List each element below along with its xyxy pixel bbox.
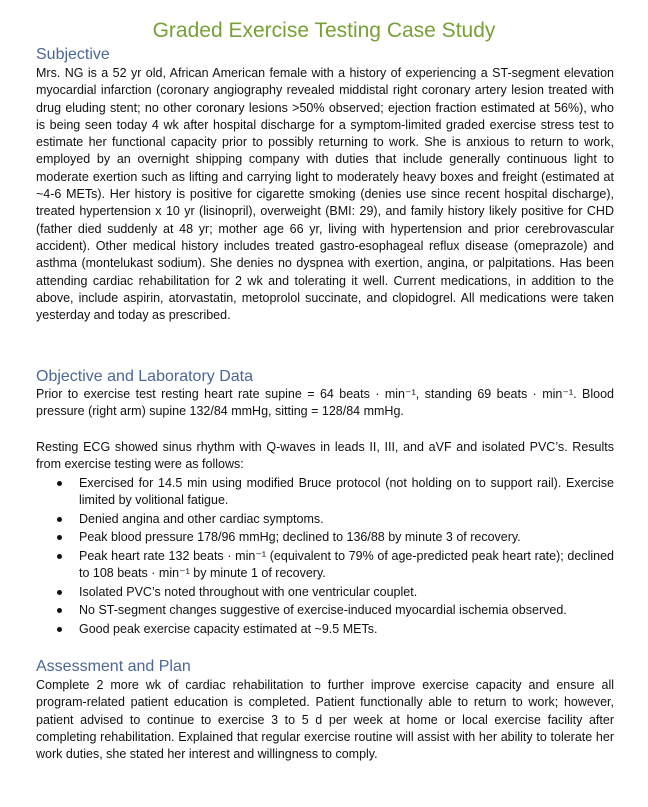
list-item	[36, 602, 614, 619]
bullet-icon	[57, 517, 62, 522]
list-item-text: Good peak exercise capacity estimated at ~9.5 METs.	[79, 621, 378, 636]
subjective-heading: Subjective	[36, 46, 110, 63]
list-item-text: Peak heart rate 132 beats · min⁻¹ (equivalent to 79% of age-predicted peak heart rate); declined to 108 beats · min⁻¹ by minute 1 of recovery.	[79, 548, 614, 581]
list-item	[36, 529, 614, 546]
objective-heading: Objective and Laboratory Data	[36, 368, 254, 385]
bullet-icon	[57, 627, 62, 632]
list-item	[36, 511, 614, 528]
list-item	[36, 621, 614, 638]
list-item	[36, 475, 614, 510]
page-title: Graded Exercise Testing Case Study	[152, 19, 496, 42]
list-item-text: Denied angina and other cardiac symptoms.	[79, 511, 324, 526]
assessment-heading: Assessment and Plan	[36, 658, 191, 675]
list-item	[36, 548, 614, 583]
list-item	[36, 584, 614, 601]
list-item-text: Exercised for 14.5 min using modified Bruce protocol (not holding on to support rail). Exercise limited by volitional fatigue.	[79, 476, 614, 508]
list-item-text: Peak blood pressure 178/96 mmHg; declined to 136/88 by minute 3 of recovery.	[79, 530, 521, 545]
list-item-text: Isolated PVC’s noted throughout with one ventricular couplet.	[79, 584, 418, 599]
vitals-paragraph: Prior to exercise test resting heart rate supine = 64 beats · min⁻¹, standing 69 beats · min⁻¹. Blood pressure (right arm) supine 132/84 mmHg, sitting = 128/84 mmHg.	[36, 387, 614, 419]
bullet-icon	[57, 554, 62, 559]
assessment-paragraph: Complete 2 more wk of cardiac rehabilitation to further improve exercise capacity and ensure all program-related patient education is completed. Patient functionally able to return to work; however, patient advised to continue to exercise 3 to 5 d per week at home or local exercise facility after completing rehabilitation. Explained that regular exercise routine will assist with her ability to tolerate her work duties, she stated her interest and willingness to comply.	[36, 678, 614, 762]
bullet-icon	[57, 535, 62, 540]
ecg-intro-paragraph: Resting ECG showed sinus rhythm with Q-waves in leads II, III, and aVF and isolated PVC’s. Results from exercise testing were as follows:	[36, 440, 614, 472]
bullet-icon	[57, 590, 62, 595]
exercise-results-list	[36, 475, 614, 639]
bullet-icon	[57, 481, 62, 486]
list-item-text: No ST-segment changes suggestive of exercise-induced myocardial ischemia observed.	[79, 603, 567, 618]
subjective-paragraph: Mrs. NG is a 52 yr old, African American female with a history of experiencing a ST-segment elevation myocardial infarction (coronary angiography revealed middistal right coronary artery lesion treated with drug eluding stent; no other coronary lesions >50% observed; ejection fraction estimated at 56%), who is being seen today 4 wk after hospital discharge for a symptom-limited graded exercise stress test to estimate her functional capacity prior to possibly returning to work. She is anxious to return to work, employed by an overnight shipping company with duties that include generally continuous light to moderate exertion such as lifting and carrying light to moderately heavy boxes and freight (estimated at ~4-6 METs). Her history is positive for cigarette smoking (denies use since recent hospital discharge), treated hypertension x 10 yr (lisinopril), overweight (BMI: 29), and family history likely positive for CHD (father died suddenly at 48 yr; mother age 66 yr, living with hypertension and prior cerebrovascular accident). Other medical history includes treated gastro-esophageal reflux disease (omeprazole) and asthma (montelukast sodium). She denies no dyspnea with exertion, angina, or palpitations. Has been attending cardiac rehabilitation for 2 wk and tolerating it well. Current medications, in addition to the above, include aspirin, atorvastatin, metoprolol succinate, and clopidogrel. All medications were taken yesterday and today as prescribed.	[36, 66, 614, 323]
bullet-icon	[57, 608, 62, 613]
